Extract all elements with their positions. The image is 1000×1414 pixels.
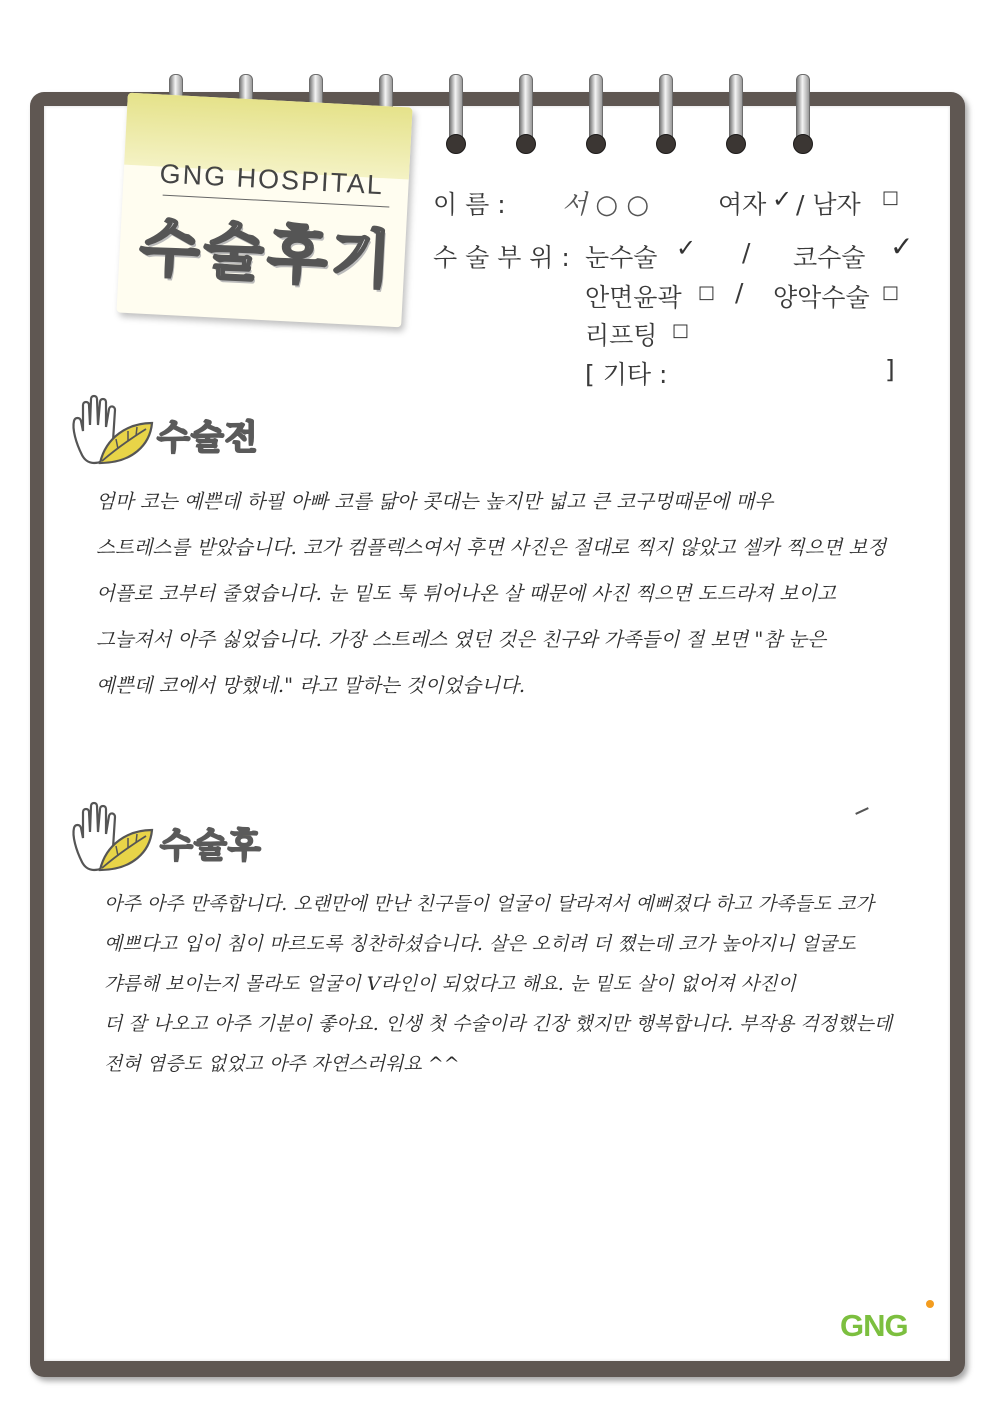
- jaw-surgery-label: 양악수술: [773, 283, 870, 312]
- spiral-ring: [516, 74, 536, 158]
- after-surgery-title: 수술후: [160, 826, 262, 866]
- facial-contour-checkbox[interactable]: □: [698, 282, 716, 303]
- spiral-ring: [446, 74, 466, 158]
- surgery-site-label: 수 술 부 위 :: [433, 243, 570, 272]
- name-label: 이 름 :: [433, 190, 506, 219]
- eye-surgery-checkbox[interactable]: ✓: [676, 234, 697, 262]
- nose-surgery-checkbox[interactable]: ✓: [890, 230, 914, 263]
- spiral-ring: [656, 74, 676, 158]
- facial-contour-label: 안면윤곽: [585, 283, 682, 312]
- male-label: / 남자: [796, 190, 861, 219]
- lifting-checkbox[interactable]: □: [672, 320, 690, 341]
- other-label: [ 기타 :: [585, 360, 668, 389]
- gng-logo: GNG: [840, 1308, 908, 1343]
- female-checkbox[interactable]: ✓: [772, 185, 793, 213]
- hand-leaf-icon: [66, 393, 154, 473]
- logo-dot: [926, 1300, 934, 1308]
- spiral-ring: [726, 74, 746, 158]
- divider-slash: /: [742, 238, 751, 267]
- female-label: 여자: [718, 190, 767, 219]
- nose-surgery-label: 코수술: [793, 243, 866, 272]
- after-surgery-text: 아주 아주 만족합니다. 오랜만에 만난 친구들이 얼굴이 달라져서 예뻐졌다 하고 가족들도 코가 예쁘다고 입이 침이 마르도록 칭찬하셨습니다. 살은 오히려 더 쪘는데 코가 높아지니 얼굴도 갸름해 보이는지 몰라도 얼굴이 V라인이 되었다고 해요. 눈 밑도 살이 없어져 사진이 더 잘 나오고 아주 기분이 좋아요. 인생 첫 수술이라 긴장 했지만 행복합니다. 부작용 걱정했는데 전혀 염증도 없었고 아주 자연스러워요 ^^: [104, 893, 893, 1075]
- hand-leaf-icon: [66, 800, 154, 880]
- name-value: 서 ○ ○: [562, 190, 650, 220]
- other-bracket-close: ]: [885, 355, 895, 384]
- jaw-surgery-checkbox[interactable]: □: [882, 282, 900, 303]
- page-title: 수술후기: [137, 210, 398, 297]
- male-checkbox[interactable]: □: [882, 187, 900, 208]
- before-surgery-text: 엄마 코는 예쁜데 하필 아빠 코를 닮아 콧대는 높지만 넓고 큰 코구멍때문에 매우 스트레스를 받았습니다. 코가 컴플렉스여서 후면 사진은 절대로 찍지 않았고 셀카 찍으면 보정 어플로 코부터 줄였습니다. 눈 밑도 툭 튀어나온 살 때문에 사진 찍으면 도드라져 보이고 그늘져서 아주 싫었습니다. 가장 스트레스 였던 것은 친구와 가족들이 절 보면 "참 눈은 예쁜데 코에서 망했네." 라고 말하는 것이었습니다.: [96, 490, 887, 697]
- hospital-name: GNG HOSPITAL: [158, 158, 385, 201]
- divider-slash: /: [735, 278, 744, 307]
- spiral-ring: [793, 74, 813, 158]
- before-surgery-title: 수술전: [157, 418, 259, 458]
- title-sticky-note: [116, 93, 412, 328]
- spiral-ring: [586, 74, 606, 158]
- lifting-label: 리프팅: [585, 321, 658, 350]
- eye-surgery-label: 눈수술: [585, 243, 658, 272]
